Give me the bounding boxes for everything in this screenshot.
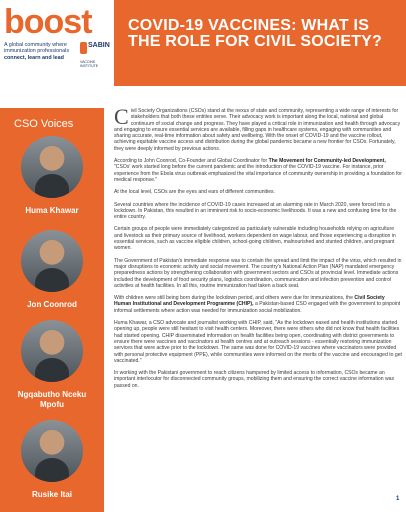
cso-voices-sidebar <box>0 108 104 512</box>
article-paragraph: Several countries where the incidence of COVID-19 cases increased at an alarming rate in March 2020, were forced into a lockdown. In Pakistan, this resulted in an imminent risk to socio-economic livelihoods. It was a new and confusing time for the entire country. <box>114 201 397 221</box>
paragraph-text: "CSOs' work started long before the current pandemic and the introduction of the COVID-19 vaccine. For instance, prior experience from the Ebola virus outbreak emphasized the vital importance of community ownership in providing a foundation for medical response." <box>114 164 402 183</box>
org-name: Civil Society Human Institutional and Development Programme (CHIP), <box>114 295 385 308</box>
boost-logo <box>0 0 114 86</box>
paragraph-text: According to John Coonrod, Co-Founder and Global Coordinator for <box>114 158 269 165</box>
sabin-wordmark: SABIN <box>88 42 110 49</box>
article-paragraph <box>114 104 402 152</box>
portrait-photo <box>21 230 83 292</box>
article-paragraph: At the local level, CSOs are the eyes and ears of different communities. <box>114 189 276 196</box>
portrait-photo <box>21 420 83 482</box>
voice-name: Ngqabutho Nceku Mpofu <box>17 390 87 409</box>
sidebar-heading: CSO Voices <box>14 118 74 130</box>
article-paragraph <box>114 158 402 183</box>
paragraph-text: a Pakistan-based CSO engaged with the government to pinpoint informal settlements where action was needed for immunization social mobilization. <box>114 301 401 314</box>
voice-name: Jon Coonrod <box>27 300 77 309</box>
logo-tagline <box>4 42 78 61</box>
voice-name: Huma Khawar <box>25 206 79 215</box>
sabin-logo <box>80 42 114 68</box>
portrait-photo <box>21 136 83 198</box>
article-paragraph: In working with the Pakistani government to reach citizens hampered by limited access to information, CSOs became an important interlocutor for disconnected community groups, mobilizing them and ensuring the correct vaccine information was passed on. <box>114 370 395 389</box>
article-paragraph: Huma Khawar, a CSO advocate and journalist working with CHIP, said, "As the lockdown eased and health institutions started opening up, people were still hesitant to visit health centers. Moreover, there were others who did not know that health facilities had started opening. CHIP disseminated information on health facilities being open, coordinating with district governments to ensure there were vaccines and vaccinators at health centres and at outreach sessions - essentially restoring immunization services that were active prior to the lockdown. The same was done for COVID-19 vaccines where vaccinators were provided with personal protective equipment (PPE), while communities were informed on the merits of the vaccine and encouraged to get vaccinated." <box>114 320 402 364</box>
page-header <box>0 0 406 108</box>
page-title: COVID-19 VACCINES: WHAT IS THE ROLE FOR CIVIL SOCIETY? <box>128 17 383 50</box>
voice-card <box>0 136 104 216</box>
org-name: The Movement for Community-led Development, <box>268 158 386 165</box>
article-paragraph: Certain groups of people were immediately categorized as particularly vulnerable including households relying on agriculture and livestock as their primary source of livelihood, workers dependent on wage labour, and those experiencing a disruption in essential services, such as vaccine eligible children, school-going children, malnourished and stunted children, and pregnant women. <box>114 226 396 252</box>
article-paragraph: The Government of Pakistan's immediate response was to contain the spread and limit the impact of the virus, which resulted in major disruptions to economic activity and social movement. The country's National Action Plan (NAP) mandated emergency preparedness actions by strengthening collaboration with government sectors and CSOs at provincial level. Immediate actions included the development of food security plans, logistics coordination, communication and infection prevention and control activities at health facilities. In all this, routine immunization had taken a back seat. <box>114 257 402 289</box>
paragraph-text: With children were still being born during the lockdown period, and others were due for immunizations, the <box>114 295 355 302</box>
portrait-photo <box>21 320 83 382</box>
drop-cap: C <box>114 104 129 129</box>
paragraph-text: ivil Society Organizations (CSOs) stand at the nexus of state and community, representing a wide range of interests for stakeholders that both these entities serve. Their advocacy work is important along the local, national and global continuum of social change and progress. They have played a critical role in immunization and health through advocacy and engaging to ensure essential services are available, filling gaps in healthcare systems, engaging with communities and sharing accurate, real-time information about safety and wellbeing. With the onset of COVID-19 and the vaccine rollout, achieving equitable vaccine access and distribution during the global pandemic became a new frontier for CSOs. Fortunately, they were deeply informed by previous actions. <box>114 108 401 152</box>
voice-card <box>0 230 104 310</box>
sabin-subtitle: VACCINE INSTITUTE <box>80 60 99 68</box>
logo-tagline-text: A global community where immunization professionals <box>4 42 70 55</box>
title-banner <box>114 0 406 86</box>
article-body <box>114 104 402 512</box>
logo-wordmark: boost <box>4 3 92 41</box>
page-number: 1 <box>396 496 400 502</box>
voice-card <box>0 320 104 410</box>
logo-tagline-bold: connect, learn and lead <box>4 54 64 61</box>
voice-name: Rusike Itai <box>31 490 72 499</box>
voice-card <box>0 420 104 500</box>
sabin-mark-icon <box>80 42 87 54</box>
article-paragraph <box>114 295 402 314</box>
